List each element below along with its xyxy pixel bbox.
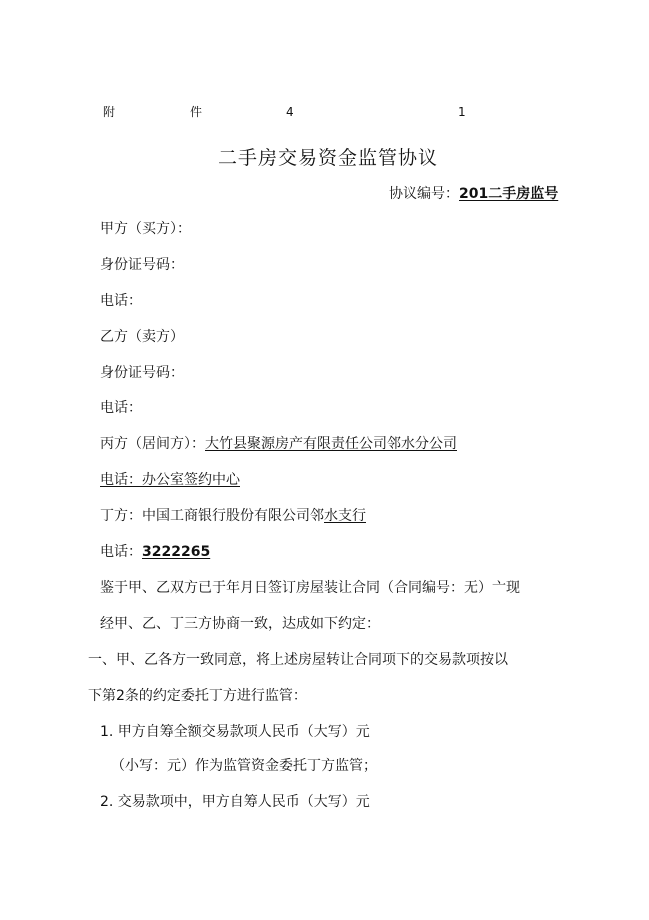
party-d-phone-label: 电话： [100,544,142,560]
party-a-label: 甲方（买方）： [100,221,191,237]
paragraph-1-line-1: 鉴于甲、乙双方已于年月日签订房屋装让合同（合同编号：无）亠现 [100,580,520,596]
party-b-phone-label: 电话： [100,400,142,416]
header-char-1: 附 [103,105,116,119]
header-number-2: 1 [458,105,466,119]
agreement-number-value: 201二手房监号 [459,186,559,202]
party-b-id-label: 身份证号码： [100,365,184,381]
paragraph-2-line-2: 下第2条的约定委托丁方进行监管： [88,688,307,704]
item-1-line-2: （小写：元）作为监管资金委托丁方监管； [111,758,377,774]
party-c-phone: 电话：办公室签约中心 [100,472,240,488]
party-c-name: 大竹县聚源房产有限责任公司邻水分公司 [205,436,457,452]
agreement-number [389,185,558,203]
party-d-phone-number: 3222265 [142,544,211,560]
document-title: 二手房交易资金监管协议 [218,147,439,169]
paragraph-1-line-2: 经甲、乙、丁三方协商一致，达成如下约定： [100,616,380,632]
agreement-number-label: 协议编号： [389,186,459,202]
party-c-label: 丙方（居间方）： [100,436,205,452]
party-d-name-underlined: 水支行 [324,508,366,524]
paragraph-2-line-1: 一、甲、乙各方一致同意，将上述房屋转让合同项下的交易款项按以 [88,652,508,668]
party-d [100,507,366,525]
party-c [100,435,457,453]
party-b-label: 乙方（卖方） [100,329,184,345]
party-a-id-label: 身份证号码： [100,257,184,273]
party-d-phone [100,543,210,561]
header-number-1: 4 [286,105,294,119]
item-2-line-1: 2. 交易款项中，甲方自筹人民币（大写）元 [100,794,370,810]
party-a-phone-label: 电话： [100,293,142,309]
party-d-label: 丁方：中国工商银行股份有限公司邻 [100,508,324,524]
header-char-2: 件 [190,105,203,119]
item-1-line-1: 1. 甲方自筹全额交易款项人民币（大写）元 [100,724,370,740]
